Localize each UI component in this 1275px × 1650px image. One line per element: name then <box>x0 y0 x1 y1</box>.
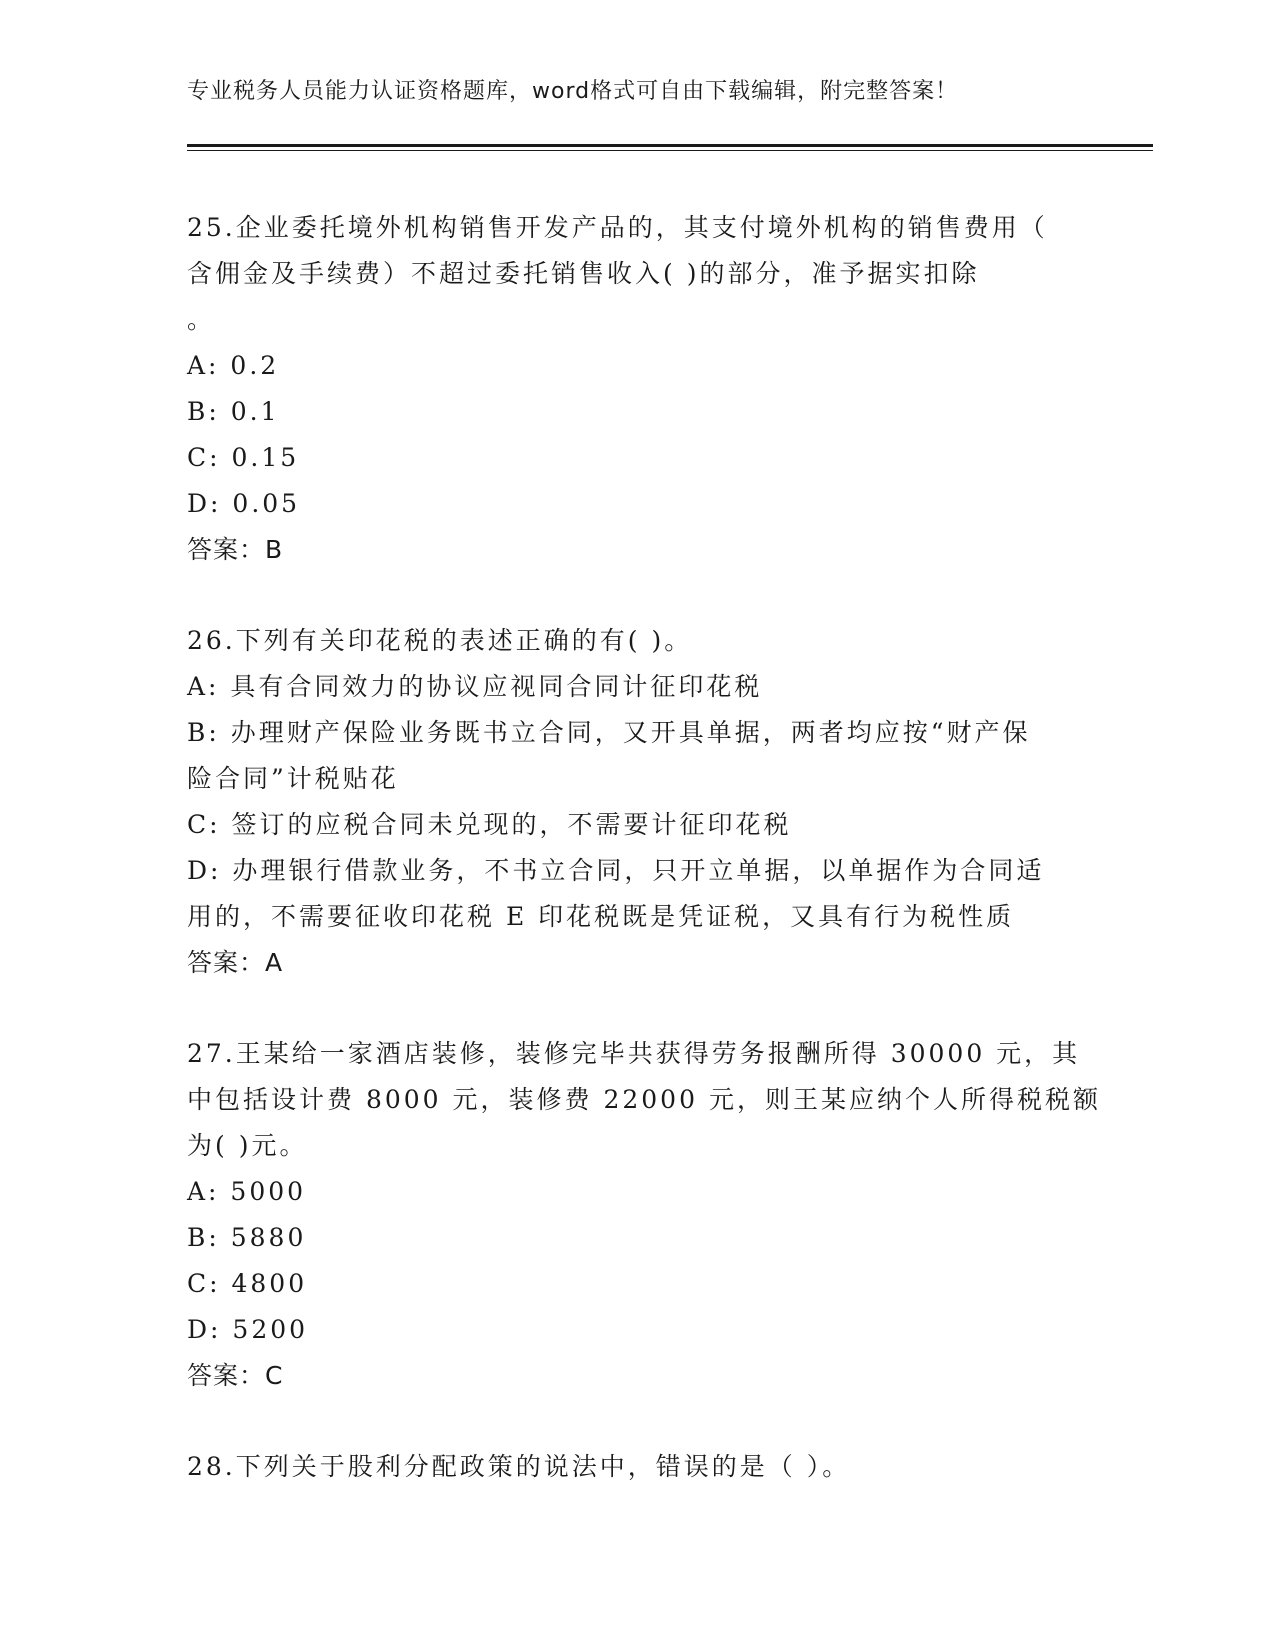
option-b: B: 办理财产保险业务既书立合同，又开具单据，两者均应按“财产保 <box>187 718 1031 747</box>
option-d: D: 办理银行借款业务，不书立合同，只开立单据，以单据作为合同适 <box>187 856 1045 885</box>
document-body <box>187 205 1101 1490</box>
page-header: 专业税务人员能力认证资格题库，word格式可自由下载编辑，附完整答案！ <box>187 79 959 104</box>
question-28 <box>187 1444 1087 1490</box>
option-c: C: 4800 <box>187 1269 308 1298</box>
question-stem-line: 。 <box>187 305 216 334</box>
question-stem-line: 含佣金及手续费）不超过委托销售收入( )的部分，准予据实扣除 <box>187 259 980 288</box>
question-stem-line: 27.王某给一家酒店装修，装修完毕共获得劳务报酬所得 30000 元，其 <box>187 1039 1081 1068</box>
answer-label: 答案：B <box>187 535 284 564</box>
question-stem-line: 25.企业委托境外机构销售开发产品的，其支付境外机构的销售费用（ <box>187 213 1048 242</box>
option-c: C: 签订的应税合同未兑现的，不需要计征印花税 <box>187 810 792 839</box>
question-stem-line: 28.下列关于股利分配政策的说法中，错误的是（ ）。 <box>187 1452 851 1481</box>
option-b: B: 0.1 <box>187 397 280 426</box>
option-d-continued: 用的，不需要征收印花税 E 印花税既是凭证税，又具有行为税性质 <box>187 902 1015 931</box>
option-b: B: 5880 <box>187 1223 307 1252</box>
option-b-continued: 险合同”计税贴花 <box>187 764 399 793</box>
question-26 <box>187 618 1087 986</box>
question-stem-line: 为( )元。 <box>187 1131 308 1160</box>
question-25 <box>187 205 1087 573</box>
header-rule-thick <box>187 144 1153 147</box>
answer-label: 答案：C <box>187 1361 284 1390</box>
question-stem-line: 中包括设计费 8000 元，装修费 22000 元，则王某应纳个人所得税税额 <box>187 1085 1101 1114</box>
option-a: A: 0.2 <box>187 351 280 380</box>
option-d: D: 0.05 <box>187 489 301 518</box>
option-d: D: 5200 <box>187 1315 309 1344</box>
question-27 <box>187 1031 1101 1399</box>
option-a: A: 5000 <box>187 1177 307 1206</box>
header-rule-thin <box>187 150 1153 151</box>
question-stem-line: 26.下列有关印花税的表述正确的有( )。 <box>187 626 693 655</box>
option-c: C: 0.15 <box>187 443 300 472</box>
answer-label: 答案：A <box>187 948 284 977</box>
option-a: A: 具有合同效力的协议应视同合同计征印花税 <box>187 672 763 701</box>
